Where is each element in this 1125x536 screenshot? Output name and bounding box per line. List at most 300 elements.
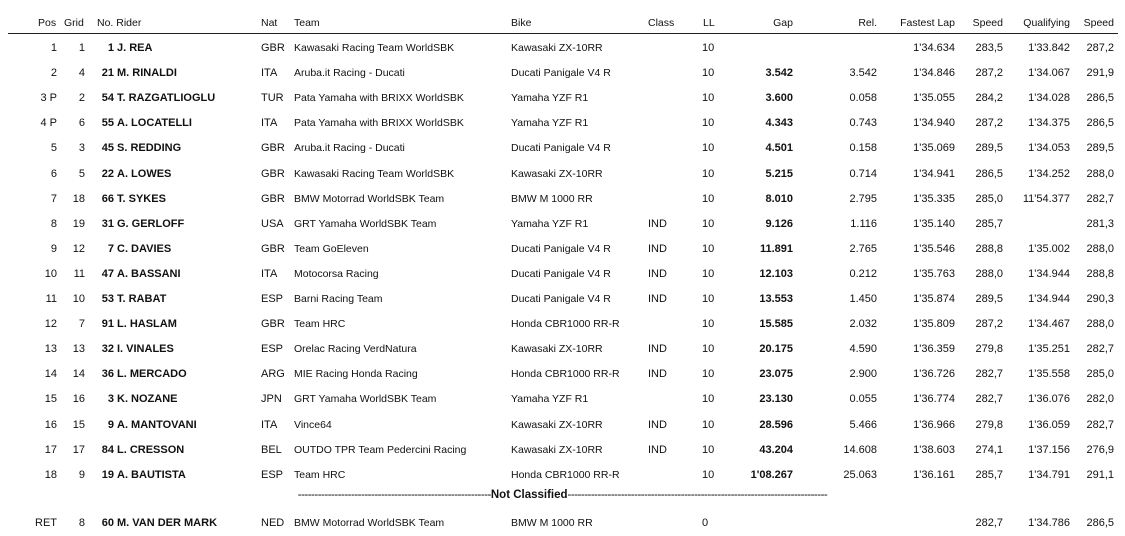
cell-speed: 285,7: [975, 217, 1003, 230]
cell-team: BMW Motorrad WorldSBK Team: [294, 192, 445, 205]
cell-speed: 274,1: [975, 443, 1003, 456]
cell-nat: ARG: [261, 368, 285, 381]
cell-gap: 4.501: [765, 142, 793, 155]
cell-ll: 10: [702, 343, 715, 356]
cell-rider: I. VINALES: [117, 343, 174, 356]
header-pos: Pos: [38, 17, 57, 29]
cell-qualifying-speed: 288,0: [1086, 318, 1114, 331]
cell-fastest-lap: 1'36.161: [913, 468, 955, 481]
cell-team: Pata Yamaha with BRIXX WorldSBK: [294, 92, 464, 105]
cell-fastest-lap: 1'35.809: [913, 318, 955, 331]
cell-rel: 4.590: [849, 343, 877, 356]
cell-rider: L. HASLAM: [117, 318, 177, 331]
cell-number: 45: [101, 142, 114, 155]
cell-nat: GBR: [261, 192, 285, 205]
cell-grid: 5: [78, 167, 85, 180]
cell-speed: 289,5: [975, 142, 1003, 155]
cell-speed: 287,2: [975, 67, 1003, 80]
table-row: [0, 413, 1125, 438]
cell-rider: A. BAUTISTA: [117, 468, 186, 481]
cell-team: OUTDO TPR Team Pedercini Racing: [294, 443, 467, 456]
cell-speed: 287,2: [975, 117, 1003, 130]
cell-pos: 5: [50, 142, 57, 155]
cell-fastest-lap: 1'35.055: [913, 92, 955, 105]
cell-gap: 1'08.267: [750, 468, 793, 481]
cell-fastest-lap: 1'36.966: [913, 418, 955, 431]
cell-pos: 13: [44, 343, 57, 356]
cell-ll: 10: [702, 242, 715, 255]
cell-team: Orelac Racing VerdNatura: [294, 343, 417, 356]
table-row: [0, 438, 1125, 463]
cell-grid: 13: [72, 343, 85, 356]
cell-grid: 11: [73, 267, 85, 280]
cell-rider: A. BASSANI: [117, 267, 181, 280]
cell-nat: JPN: [261, 393, 282, 406]
cell-number: 7: [107, 242, 114, 255]
cell-bike: Yamaha YZF R1: [511, 92, 589, 105]
column-headers: [0, 17, 1125, 33]
cell-qualifying: 1'36.076: [1028, 393, 1070, 406]
cell-ll: 10: [702, 318, 715, 331]
cell-grid: 15: [72, 418, 85, 431]
cell-qualifying: 1'34.028: [1028, 92, 1070, 105]
cell-bike: Ducati Panigale V4 R: [511, 67, 611, 80]
cell-qualifying-speed: 282,7: [1086, 343, 1114, 356]
cell-qualifying: 1'34.067: [1028, 67, 1070, 80]
cell-ll: 10: [702, 117, 715, 130]
cell-ll: 10: [702, 443, 715, 456]
cell-nat: NED: [261, 517, 285, 529]
cell-team: GRT Yamaha WorldSBK Team: [294, 217, 437, 230]
cell-pos: 11: [45, 293, 57, 305]
cell-nat: BEL: [261, 443, 282, 456]
cell-gap: 3.542: [765, 67, 793, 80]
cell-grid: 14: [72, 368, 85, 381]
cell-rider: G. GERLOFF: [117, 217, 185, 230]
cell-number: 32: [101, 343, 114, 356]
cell-bike: Honda CBR1000 RR-R: [511, 468, 620, 481]
cell-gap: 23.130: [759, 393, 793, 406]
cell-class: IND: [648, 242, 667, 255]
cell-class: IND: [648, 267, 667, 280]
cell-rel: 2.032: [849, 318, 877, 331]
cell-bike: Yamaha YZF R1: [511, 217, 589, 230]
cell-fastest-lap: 1'34.940: [913, 117, 955, 130]
cell-gap: 15.585: [759, 318, 793, 331]
cell-team: BMW Motorrad WorldSBK Team: [294, 517, 445, 529]
cell-number: 53: [101, 293, 114, 305]
cell-pos: 10: [44, 267, 57, 280]
not-classified-label: Not Classified: [490, 489, 568, 501]
cell-ll: 10: [702, 217, 715, 230]
cell-fastest-lap: 1'35.763: [913, 267, 955, 280]
cell-rel: 0.743: [849, 117, 877, 130]
header-no-rider: No. Rider: [97, 17, 142, 29]
cell-qualifying-speed: 289,5: [1086, 142, 1114, 155]
table-row: [0, 362, 1125, 387]
cell-gap: 13.553: [759, 293, 793, 305]
cell-class: IND: [648, 293, 667, 305]
cell-speed: 288,0: [975, 267, 1003, 280]
cell-qualifying: 1'35.558: [1028, 368, 1070, 381]
cell-grid: 12: [72, 242, 85, 255]
cell-gap: 3.600: [765, 92, 793, 105]
cell-class: IND: [648, 343, 667, 356]
cell-grid: 2: [78, 92, 85, 105]
cell-pos: 14: [44, 368, 57, 381]
cell-number: 9: [107, 418, 114, 431]
cell-gap: 11.891: [759, 242, 793, 255]
cell-grid: 19: [72, 217, 85, 230]
cell-ll: 10: [702, 192, 715, 205]
cell-grid: 7: [78, 318, 85, 331]
cell-ll: 10: [702, 92, 715, 105]
cell-team: Barni Racing Team: [294, 293, 383, 305]
cell-speed: 282,7: [975, 393, 1003, 406]
cell-team: MIE Racing Honda Racing: [294, 368, 418, 381]
cell-rel: 5.466: [849, 418, 877, 431]
cell-nat: ESP: [261, 343, 284, 356]
cell-rider: M. VAN DER MARK: [117, 517, 218, 529]
cell-pos: 6: [50, 167, 57, 180]
cell-gap: 28.596: [759, 418, 793, 431]
cell-speed: 285,0: [975, 192, 1003, 205]
cell-class: IND: [648, 418, 667, 431]
cell-class: IND: [648, 217, 667, 230]
cell-gap: 43.204: [759, 443, 793, 456]
cell-fastest-lap: 1'35.546: [913, 242, 955, 255]
cell-qualifying: 1'34.252: [1028, 167, 1070, 180]
cell-number: 60: [101, 517, 114, 529]
cell-pos: 16: [44, 418, 57, 431]
cell-pos: 18: [44, 468, 57, 481]
cell-rider: L. MERCADO: [117, 368, 187, 381]
cell-team: Vince64: [294, 418, 332, 431]
cell-pos: 1: [50, 42, 57, 54]
cell-qualifying: 1'34.375: [1028, 117, 1070, 130]
cell-number: 47: [101, 267, 114, 280]
cell-speed: 279,8: [975, 343, 1003, 356]
cell-qualifying: 1'34.053: [1028, 142, 1070, 155]
table-row: [0, 287, 1125, 312]
cell-fastest-lap: 1'36.359: [913, 343, 955, 356]
cell-rider: J. REA: [117, 42, 153, 54]
header-team: Team: [294, 17, 320, 29]
cell-fastest-lap: 1'36.726: [913, 368, 955, 381]
cell-bike: Honda CBR1000 RR-R: [511, 318, 620, 331]
header-speed: Speed: [972, 17, 1003, 29]
table-row: [0, 36, 1125, 61]
cell-grid: 3: [78, 142, 85, 155]
table-row: [0, 61, 1125, 86]
cell-gap: 9.126: [765, 217, 793, 230]
cell-bike: Kawasaki ZX-10RR: [511, 418, 603, 431]
cell-ll: 10: [702, 368, 715, 381]
cell-number: 66: [101, 192, 114, 205]
cell-fastest-lap: 1'34.634: [913, 42, 955, 54]
cell-nat: GBR: [261, 42, 285, 54]
cell-rel: 25.063: [843, 468, 877, 481]
cell-rel: 2.795: [849, 192, 877, 205]
cell-ll: 10: [702, 418, 715, 431]
cell-qualifying: 1'34.467: [1028, 318, 1070, 331]
cell-class: IND: [648, 443, 667, 456]
cell-speed: 279,8: [975, 418, 1003, 431]
cell-fastest-lap: 1'35.874: [913, 293, 955, 305]
cell-rel: 14.608: [843, 443, 877, 456]
cell-qualifying: 1'34.944: [1028, 267, 1070, 280]
cell-number: 31: [101, 217, 114, 230]
table-row: [0, 162, 1125, 187]
cell-team: Pata Yamaha with BRIXX WorldSBK: [294, 117, 464, 130]
cell-team: Team GoEleven: [294, 242, 369, 255]
header-qualifying-speed: Speed: [1083, 17, 1114, 29]
cell-team: Aruba.it Racing - Ducati: [294, 142, 405, 155]
cell-fastest-lap: 1'34.941: [913, 167, 955, 180]
cell-pos: 15: [44, 393, 57, 406]
table-row: [0, 187, 1125, 212]
cell-grid: 16: [72, 393, 85, 406]
cell-qualifying: 1'33.842: [1028, 42, 1070, 54]
cell-rider: T. RAZGATLIOGLU: [117, 92, 216, 105]
cell-rel: 1.450: [849, 293, 877, 305]
cell-bike: Yamaha YZF R1: [511, 393, 589, 406]
table-row: [0, 387, 1125, 412]
cell-pos: 17: [44, 443, 57, 456]
cell-qualifying-speed: 281,3: [1086, 217, 1114, 230]
cell-grid: 4: [78, 67, 85, 80]
cell-rel: 0.714: [849, 167, 877, 180]
cell-qualifying-speed: 286,5: [1086, 92, 1114, 105]
cell-speed: 282,7: [975, 368, 1003, 381]
cell-pos: 12: [44, 318, 57, 331]
cell-bike: Kawasaki ZX-10RR: [511, 167, 603, 180]
cell-qualifying-speed: 288,0: [1086, 167, 1114, 180]
cell-speed: 285,7: [975, 468, 1003, 481]
cell-rider: A. MANTOVANI: [117, 418, 197, 431]
cell-qualifying-speed: 286,5: [1086, 517, 1114, 529]
cell-number: 19: [101, 468, 114, 481]
table-row: [0, 337, 1125, 362]
cell-ll: 10: [702, 267, 715, 280]
cell-nat: GBR: [261, 318, 285, 331]
cell-team: Aruba.it Racing - Ducati: [294, 67, 405, 80]
cell-qualifying-speed: 288,8: [1086, 267, 1114, 280]
cell-qualifying-speed: 282,7: [1086, 192, 1114, 205]
cell-number: 1: [107, 42, 114, 54]
cell-gap: 4.343: [765, 117, 793, 130]
cell-pos: 9: [50, 242, 57, 255]
cell-speed: 283,5: [975, 42, 1003, 54]
cell-rider: M. RINALDI: [117, 67, 177, 80]
retired-row: [0, 511, 1125, 536]
cell-nat: TUR: [261, 92, 284, 105]
cell-ll: 10: [702, 393, 715, 406]
cell-qualifying-speed: 291,9: [1086, 67, 1114, 80]
cell-team: Motocorsa Racing: [294, 267, 379, 280]
header-qualifying: Qualifying: [1023, 17, 1070, 29]
cell-ll: 10: [702, 142, 715, 155]
cell-speed: 286,5: [975, 167, 1003, 180]
cell-gap: 23.075: [759, 368, 793, 381]
cell-number: 55: [101, 117, 114, 130]
cell-pos: 4 P: [40, 117, 57, 130]
cell-qualifying: 1'35.251: [1028, 343, 1070, 356]
cell-bike: Ducati Panigale V4 R: [511, 293, 611, 305]
table-row: [0, 463, 1125, 488]
cell-rider: A. LOCATELLI: [117, 117, 192, 130]
header-class: Class: [648, 17, 675, 29]
cell-speed: 282,7: [975, 517, 1003, 529]
cell-nat: ITA: [261, 418, 278, 431]
cell-bike: Ducati Panigale V4 R: [511, 142, 611, 155]
header-divider: [8, 33, 1118, 34]
cell-pos: RET: [35, 517, 57, 529]
header-ll: LL: [703, 17, 715, 29]
table-row: [0, 212, 1125, 237]
header-fastest-lap: Fastest Lap: [900, 17, 955, 29]
cell-fastest-lap: 1'35.335: [913, 192, 955, 205]
cell-speed: 289,5: [975, 293, 1003, 305]
cell-qualifying: 11'54.377: [1022, 192, 1070, 205]
cell-fastest-lap: 1'35.140: [913, 217, 955, 230]
cell-qualifying-speed: 282,7: [1086, 418, 1114, 431]
table-row: [0, 86, 1125, 111]
cell-nat: GBR: [261, 167, 285, 180]
cell-number: 21: [101, 67, 114, 80]
cell-grid: 6: [78, 117, 85, 130]
cell-nat: ESP: [261, 468, 284, 481]
table-row: [0, 136, 1125, 161]
cell-rider: S. REDDING: [117, 142, 182, 155]
table-row: [0, 312, 1125, 337]
cell-ll: 10: [702, 167, 715, 180]
cell-grid: 9: [78, 468, 85, 481]
cell-rel: 2.765: [849, 242, 877, 255]
cell-nat: ITA: [261, 67, 278, 80]
cell-ll: 0: [702, 517, 709, 529]
cell-grid: 8: [78, 517, 85, 529]
cell-class: IND: [648, 368, 667, 381]
cell-team: Kawasaki Racing Team WorldSBK: [294, 167, 455, 180]
cell-qualifying-speed: 276,9: [1086, 443, 1114, 456]
cell-rider: T. SYKES: [117, 192, 166, 205]
cell-gap: 12.103: [759, 267, 793, 280]
cell-qualifying-speed: 282,0: [1086, 393, 1114, 406]
cell-rel: 1.116: [850, 217, 877, 230]
cell-nat: GBR: [261, 242, 285, 255]
table-row: [0, 262, 1125, 287]
cell-nat: ITA: [261, 117, 278, 130]
cell-bike: Kawasaki ZX-10RR: [511, 42, 603, 54]
cell-rel: 3.542: [849, 67, 877, 80]
cell-grid: 18: [72, 192, 85, 205]
cell-speed: 288,8: [975, 242, 1003, 255]
cell-bike: Kawasaki ZX-10RR: [511, 343, 603, 356]
cell-qualifying: 1'34.786: [1028, 517, 1070, 529]
cell-rel: 2.900: [849, 368, 877, 381]
cell-qualifying: 1'34.791: [1028, 468, 1070, 481]
cell-pos: 8: [50, 217, 57, 230]
cell-bike: Honda CBR1000 RR-R: [511, 368, 620, 381]
cell-qualifying-speed: 286,5: [1086, 117, 1114, 130]
cell-grid: 17: [72, 443, 85, 456]
cell-bike: BMW M 1000 RR: [511, 192, 593, 205]
cell-gap: 20.175: [759, 343, 793, 356]
cell-qualifying-speed: 290,3: [1086, 293, 1114, 305]
cell-fastest-lap: 1'34.846: [913, 67, 955, 80]
cell-qualifying: 1'37.156: [1028, 443, 1070, 456]
header-grid: Grid: [64, 17, 84, 29]
cell-gap: 8.010: [765, 192, 793, 205]
cell-ll: 10: [702, 42, 715, 54]
cell-nat: USA: [261, 217, 284, 230]
cell-qualifying: 1'35.002: [1028, 242, 1070, 255]
cell-qualifying: 1'34.944: [1028, 293, 1070, 305]
cell-pos: 2: [50, 67, 57, 80]
cell-team: Team HRC: [294, 318, 346, 331]
cell-ll: 10: [702, 468, 715, 481]
cell-qualifying-speed: 285,0: [1086, 368, 1114, 381]
cell-ll: 10: [702, 293, 715, 305]
cell-number: 22: [101, 167, 114, 180]
table-row: [0, 111, 1125, 136]
cell-grid: 1: [78, 42, 85, 54]
cell-bike: Kawasaki ZX-10RR: [511, 443, 603, 456]
cell-rider: K. NOZANE: [117, 393, 178, 406]
cell-number: 36: [101, 368, 114, 381]
cell-team: Team HRC: [294, 468, 346, 481]
cell-rel: 0.158: [849, 142, 877, 155]
cell-qualifying-speed: 288,0: [1086, 242, 1114, 255]
not-classified-divider: ----------------------------------------------------------Not Classified------------------------------------------------------------------------------: [297, 489, 828, 501]
cell-bike: BMW M 1000 RR: [511, 517, 593, 529]
header-gap: Gap: [773, 17, 793, 29]
cell-fastest-lap: 1'38.603: [913, 443, 955, 456]
header-nat: Nat: [261, 17, 278, 29]
header-bike: Bike: [511, 17, 532, 29]
cell-team: GRT Yamaha WorldSBK Team: [294, 393, 437, 406]
cell-team: Kawasaki Racing Team WorldSBK: [294, 42, 455, 54]
cell-grid: 10: [72, 293, 85, 305]
cell-rel: 0.055: [849, 393, 877, 406]
cell-number: 3: [107, 393, 114, 406]
table-row: [0, 237, 1125, 262]
cell-nat: ESP: [261, 293, 284, 305]
cell-qualifying-speed: 287,2: [1086, 42, 1114, 54]
cell-number: 54: [101, 92, 114, 105]
cell-nat: ITA: [261, 267, 278, 280]
cell-rider: A. LOWES: [117, 167, 172, 180]
cell-gap: 5.215: [765, 167, 793, 180]
cell-ll: 10: [702, 67, 715, 80]
cell-bike: Ducati Panigale V4 R: [511, 267, 611, 280]
cell-qualifying: 1'36.059: [1028, 418, 1070, 431]
cell-rel: 0.058: [849, 92, 877, 105]
cell-fastest-lap: 1'36.774: [913, 393, 955, 406]
cell-rider: C. DAVIES: [117, 242, 172, 255]
cell-nat: GBR: [261, 142, 285, 155]
cell-rider: T. RABAT: [117, 293, 167, 305]
cell-speed: 284,2: [975, 92, 1003, 105]
cell-rider: L. CRESSON: [117, 443, 185, 456]
cell-pos: 3 P: [40, 92, 57, 105]
cell-bike: Yamaha YZF R1: [511, 117, 589, 130]
header-rel: Rel.: [858, 17, 877, 29]
cell-qualifying-speed: 291,1: [1086, 468, 1114, 481]
cell-number: 84: [101, 443, 114, 456]
cell-speed: 287,2: [975, 318, 1003, 331]
